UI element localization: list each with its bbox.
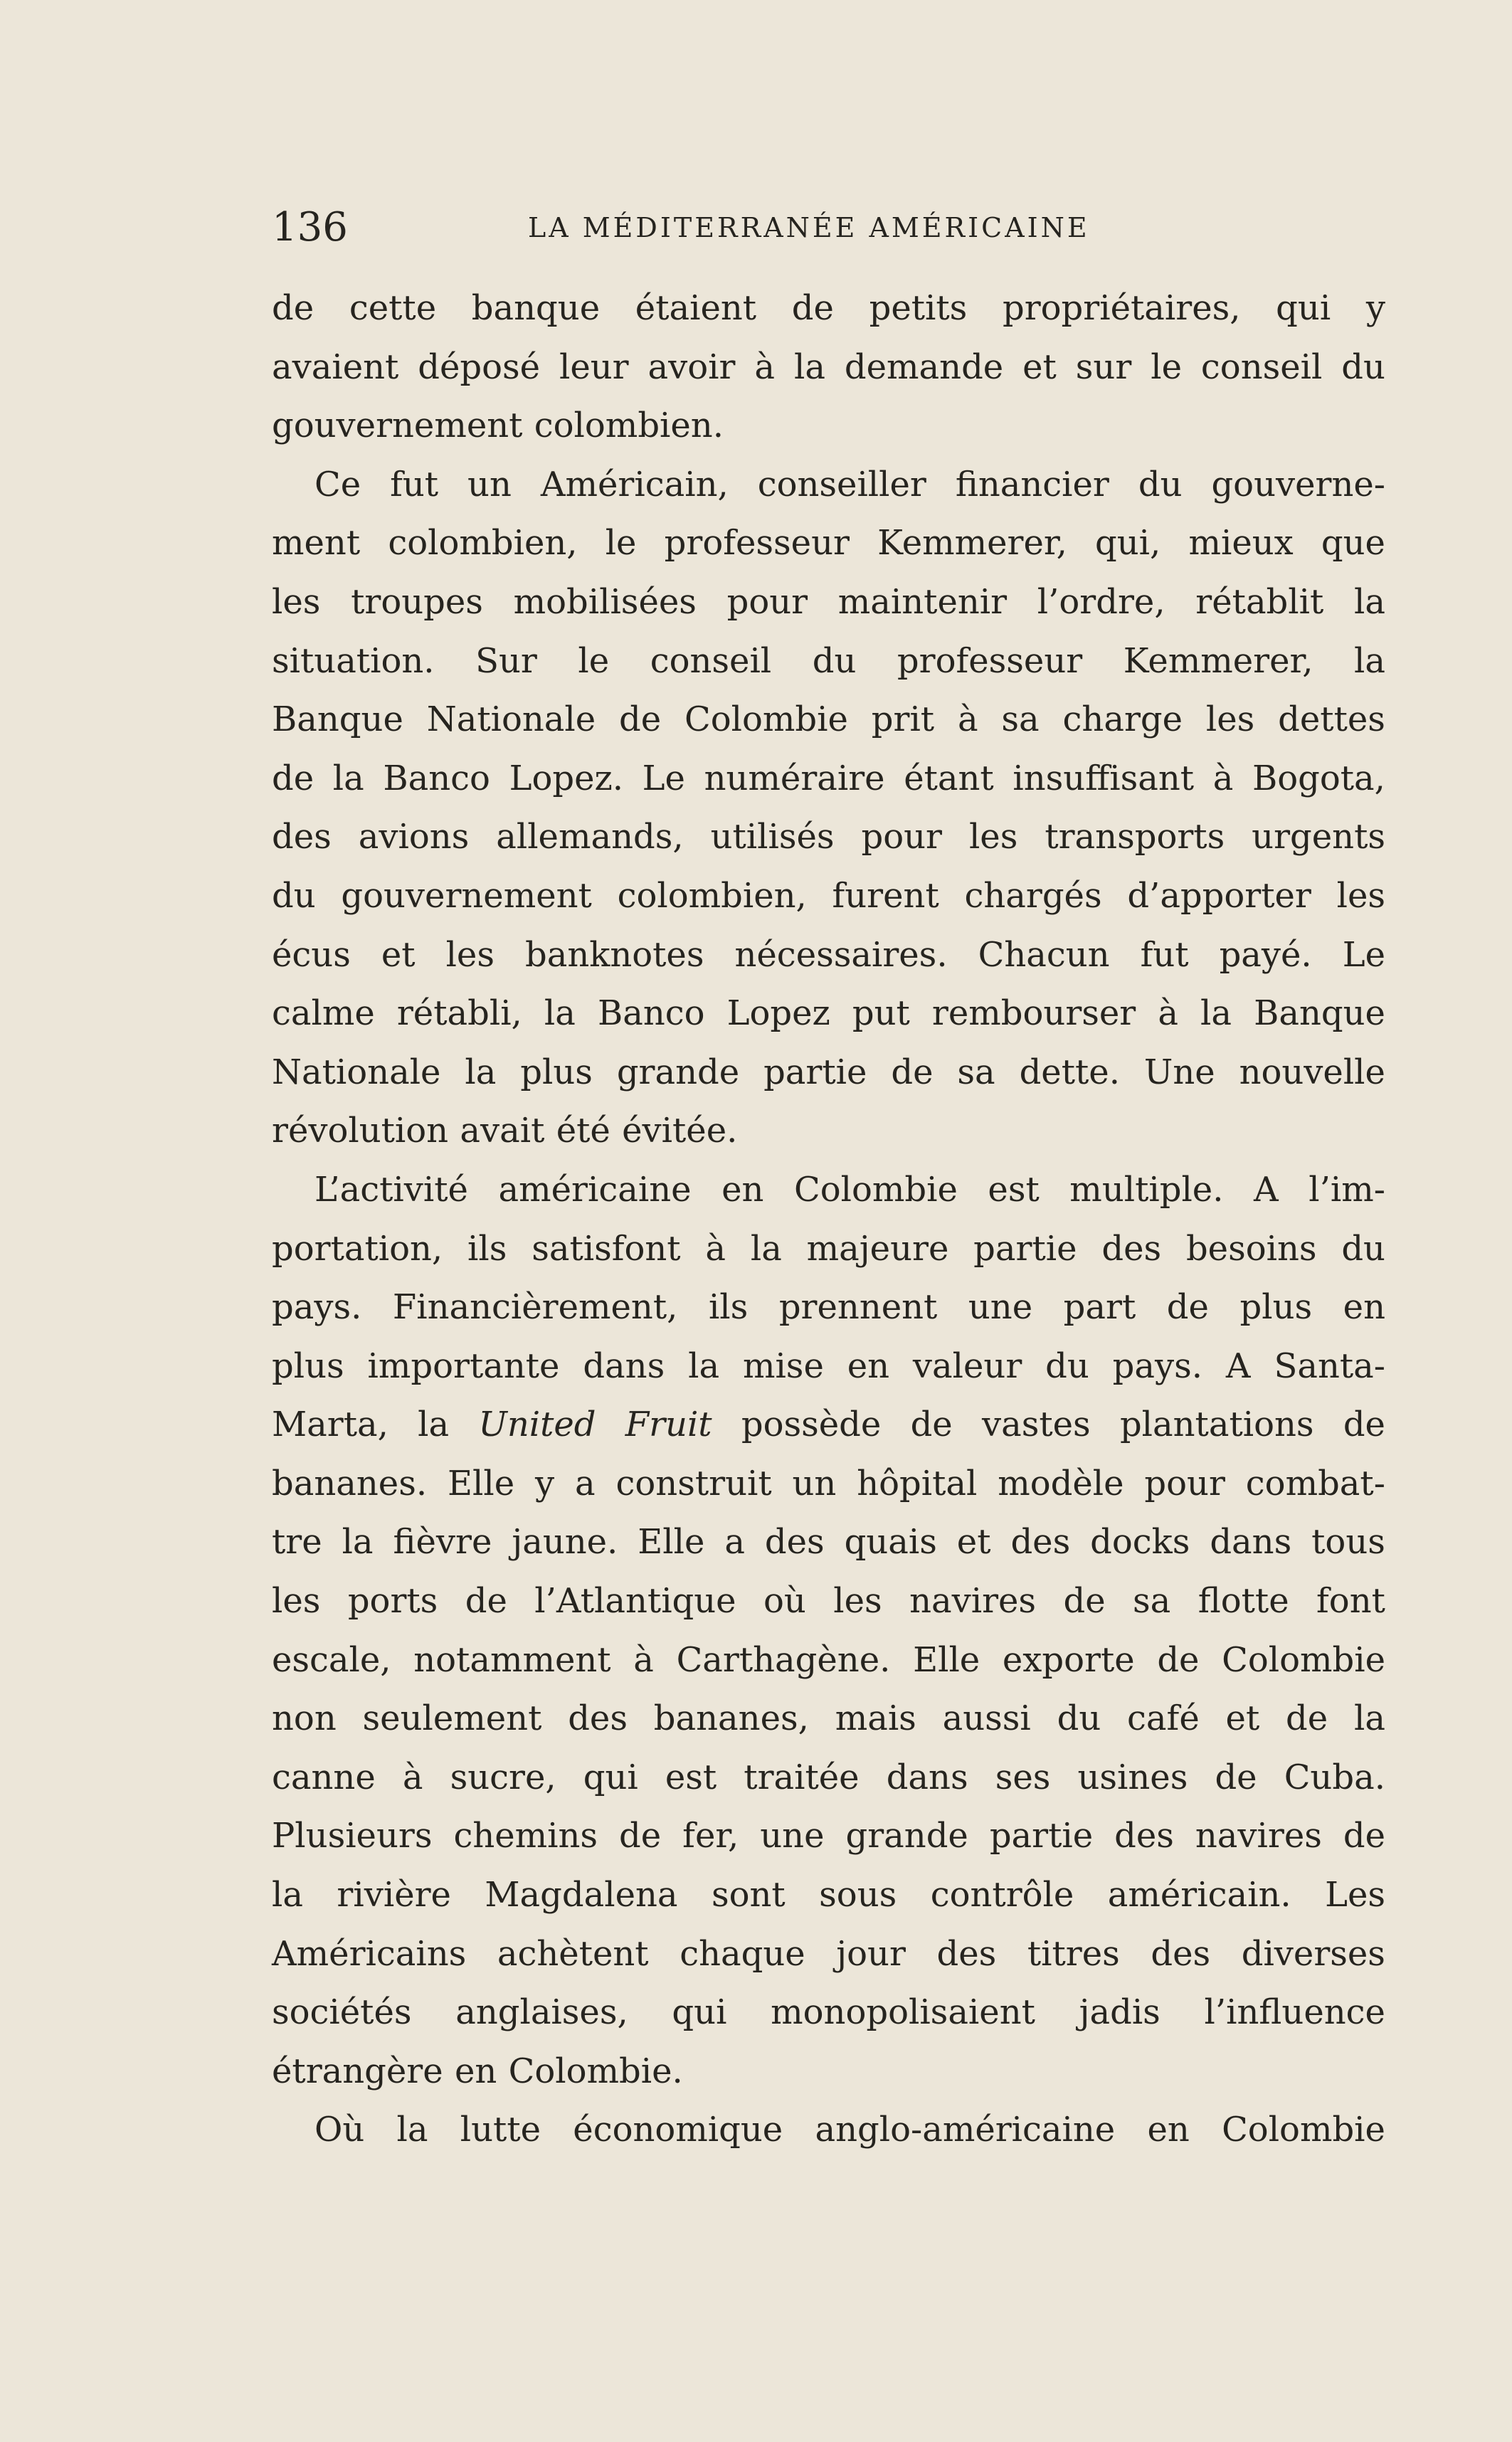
text-line: avaient déposé leur avoir à la demande et sur le conseil du xyxy=(272,347,1385,387)
text-line: bananes. Elle y a construit un hôpital modèle pour combat- xyxy=(272,1463,1385,1503)
text-line: de cette banque étaient de petits propriétaires, qui y xyxy=(272,288,1385,328)
text-line: canne à sucre, qui est traitée dans ses usines de Cuba. xyxy=(272,1757,1385,1797)
text-line: des avions allemands, utilisés pour les transports urgents xyxy=(272,817,1385,857)
running-title: LA MÉDITERRANÉE AMÉRICAINE xyxy=(528,212,1090,243)
text-line: les ports de l’Atlantique où les navires de sa flotte font xyxy=(272,1581,1385,1622)
text-line: Marta, la United Fruit possède de vastes plantations de xyxy=(272,1405,1385,1445)
text-line: du gouvernement colombien, furent chargés d’apporter les xyxy=(272,875,1385,916)
text-line: situation. Sur le conseil du professeur Kemmerer, la xyxy=(272,640,1385,681)
text-line: escale, notamment à Carthagène. Elle exporte de Colombie xyxy=(272,1639,1385,1680)
text-line: Banque Nationale de Colombie prit à sa charge les dettes xyxy=(272,699,1385,740)
text-line: Plusieurs chemins de fer, une grande partie des navires de xyxy=(272,1816,1385,1856)
text-line: sociétés anglaises, qui monopolisaient jadis l’influence xyxy=(272,1992,1385,2033)
text-line: ment colombien, le professeur Kemmerer, qui, mieux que xyxy=(272,523,1385,564)
text-line: Où la lutte économique anglo-américaine en Colombie xyxy=(314,2110,1385,2150)
text-line: les troupes mobilisées pour maintenir l’ordre, rétablit la xyxy=(272,581,1385,622)
text-line: écus et les banknotes nécessaires. Chacun fut payé. Le xyxy=(272,934,1385,975)
text-line: L’activité américaine en Colombie est multiple. A l’im- xyxy=(314,1169,1385,1210)
page-header xyxy=(272,203,1385,253)
text-line: gouvernement colombien. xyxy=(272,406,724,446)
text-line: calme rétabli, la Banco Lopez put rembourser à la Banque xyxy=(272,993,1385,1034)
text-line: pays. Financièrement, ils prennent une part de plus en xyxy=(272,1287,1385,1328)
text-line: plus importante dans la mise en valeur du pays. A Santa- xyxy=(272,1346,1385,1386)
text-line: la rivière Magdalena sont sous contrôle américain. Les xyxy=(272,1875,1385,1915)
text-line: portation, ils satisfont à la majeure partie des besoins du xyxy=(272,1228,1385,1269)
body-text xyxy=(272,279,1385,2160)
page-number: 136 xyxy=(272,204,348,250)
text-line: révolution avait été évitée. xyxy=(272,1111,738,1151)
text-line: Nationale la plus grande partie de sa dette. Une nouvelle xyxy=(272,1052,1385,1092)
text-line: de la Banco Lopez. Le numéraire étant insuffisant à Bogota, xyxy=(272,758,1385,798)
text-line: non seulement des bananes, mais aussi du café et de la xyxy=(272,1698,1385,1739)
text-line: Américains achètent chaque jour des titres des diverses xyxy=(272,1933,1385,1974)
text-line: tre la fièvre jaune. Elle a des quais et des docks dans tous xyxy=(272,1522,1385,1563)
text-line: Ce fut un Américain, conseiller financier du gouverne- xyxy=(314,464,1385,504)
text-line: étrangère en Colombie. xyxy=(272,2051,683,2091)
